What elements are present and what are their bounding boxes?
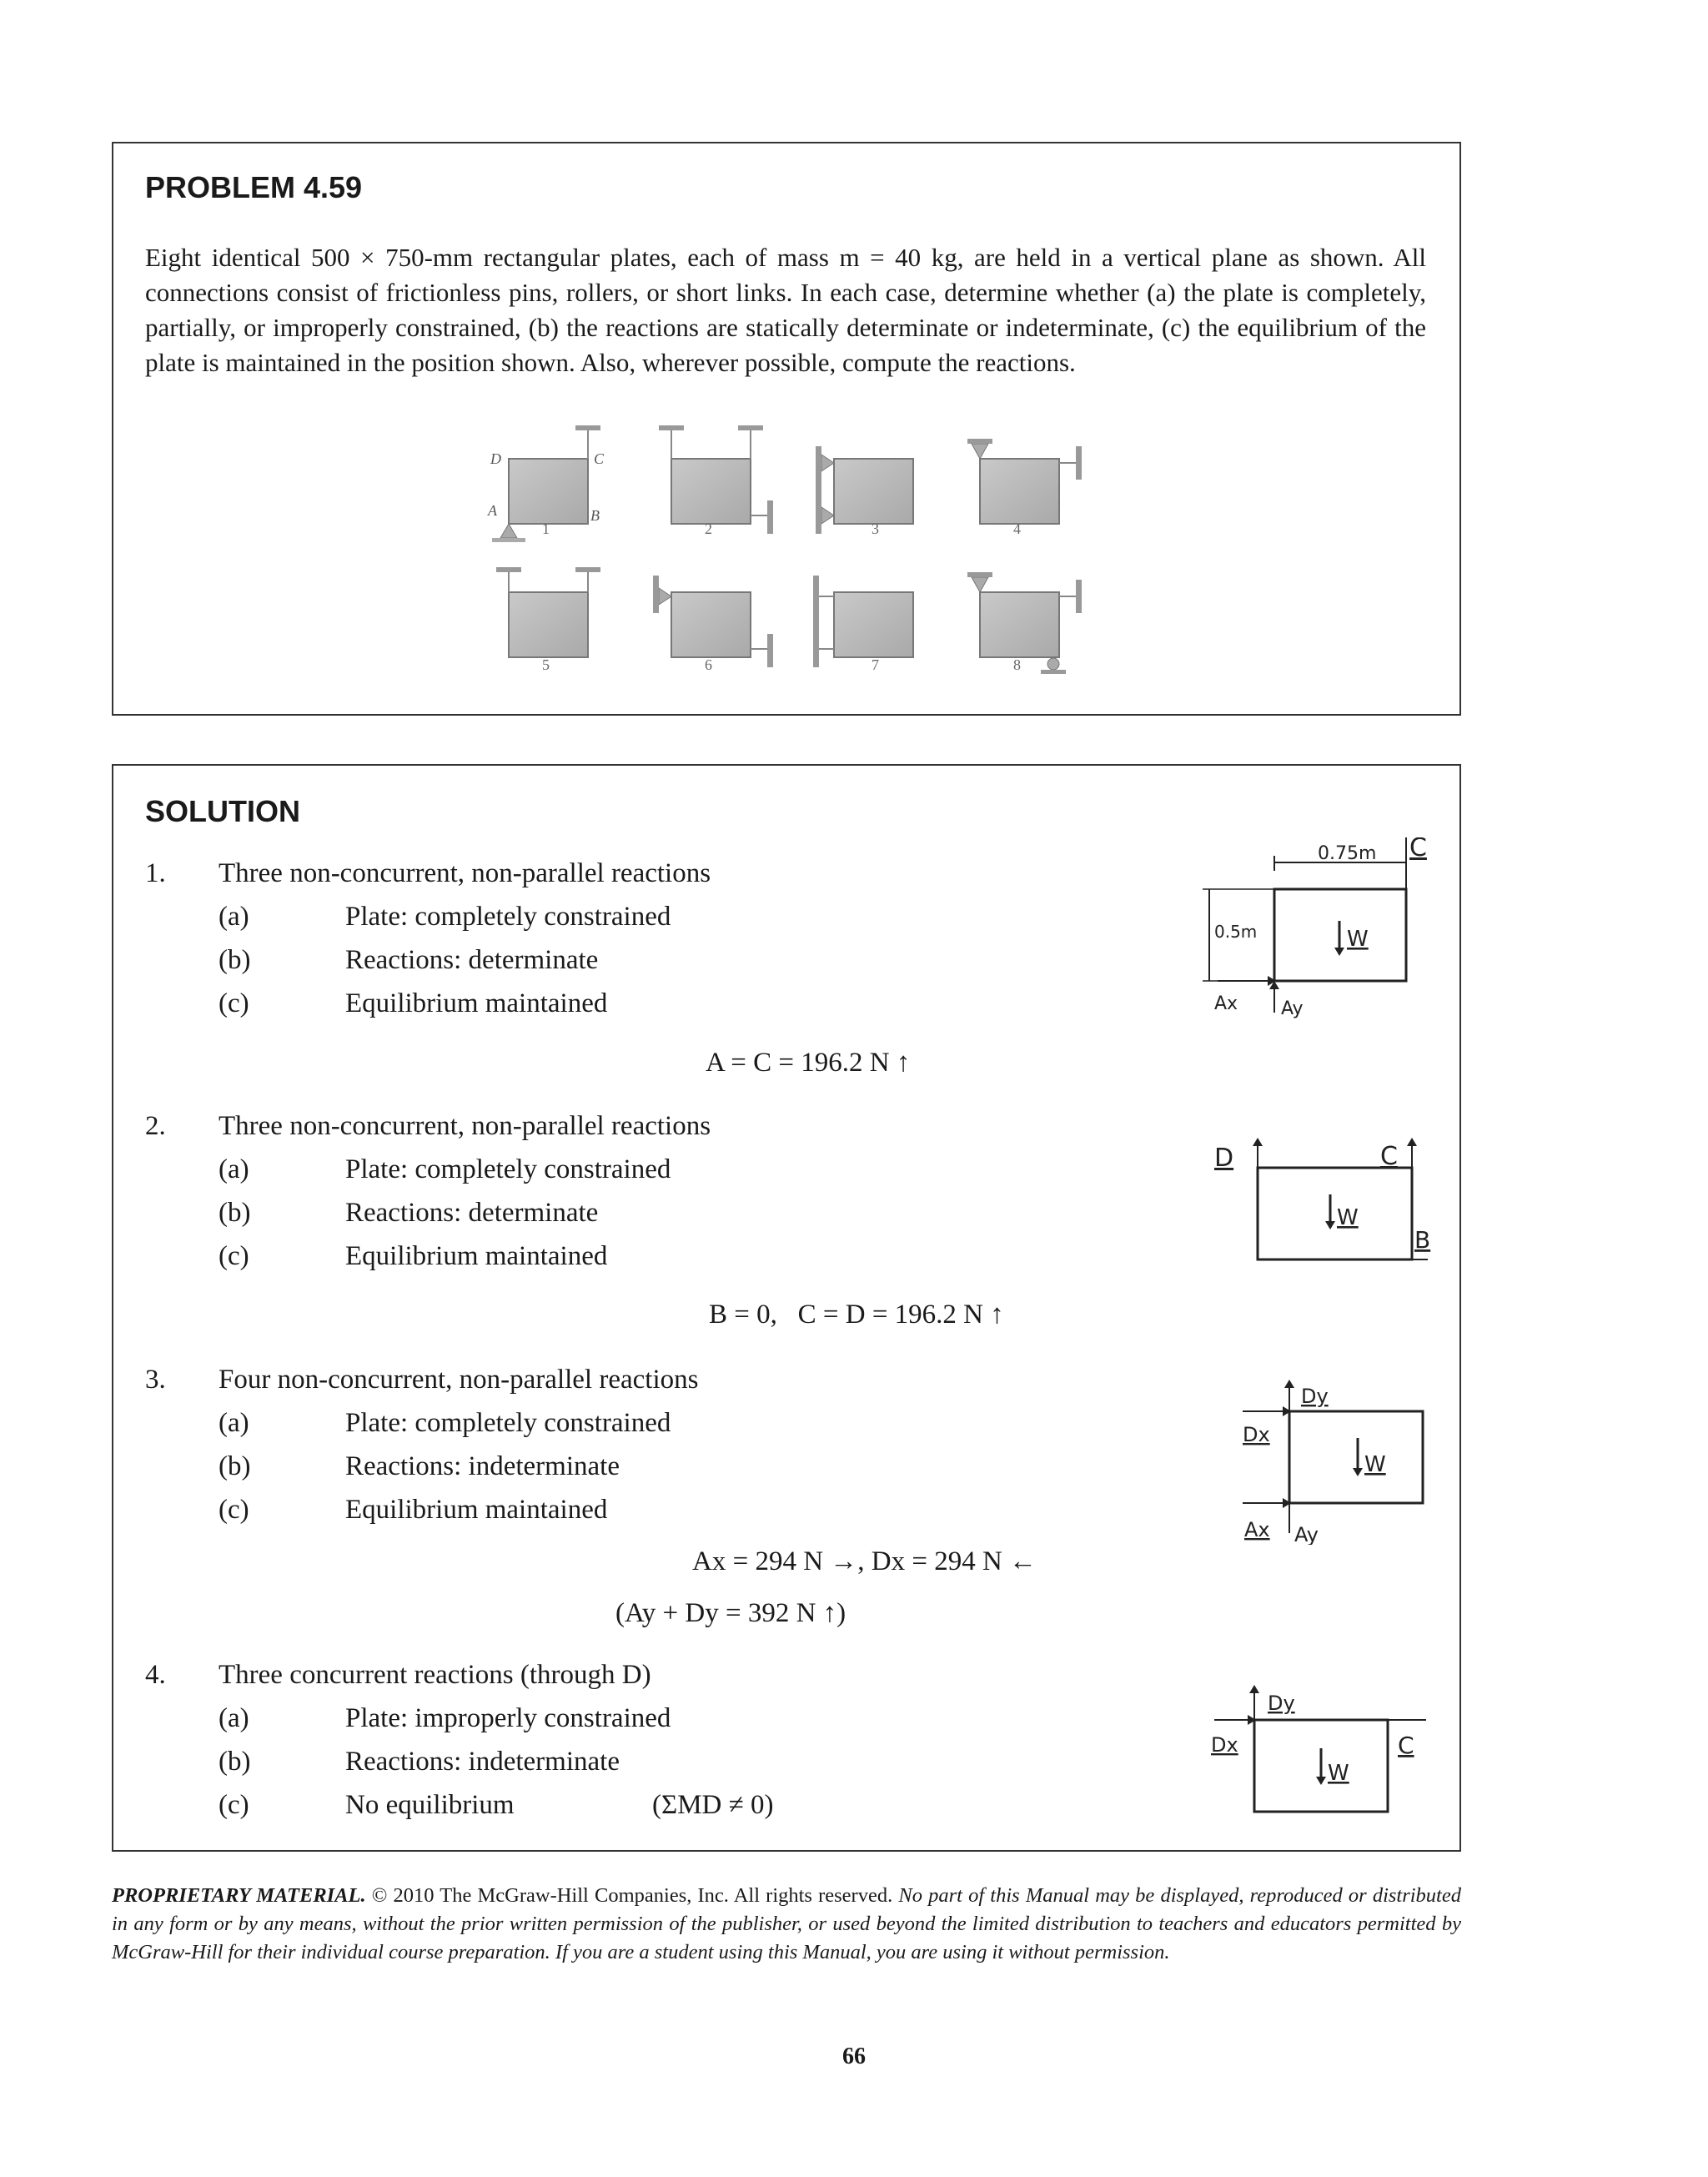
sketch-4-C: C (1398, 1732, 1414, 1759)
sketch-3 (1234, 1378, 1434, 1545)
sketch-1 (1201, 837, 1434, 1029)
item-text: Reactions: indeterminate (345, 1451, 620, 1481)
item-text: Equilibrium maintained (345, 988, 608, 1018)
item-letter: (c) (219, 988, 249, 1018)
item-text: No equilibrium (345, 1790, 515, 1820)
sketch-1-dim-top: 0.75m (1318, 843, 1377, 864)
item-letter: (c) (219, 1495, 249, 1525)
solution-heading: SOLUTION (145, 794, 300, 828)
fig-num-8: 8 (1013, 656, 1021, 673)
fig-num-2: 2 (705, 520, 712, 537)
case-title: Three non-concurrent, non-parallel reactions (219, 1111, 711, 1141)
fig-num-6: 6 (705, 656, 712, 673)
plate-2 (659, 425, 773, 537)
problem-text: Eight identical 500 × 750-mm rectangular plates, each of mass m = 40 kg, are held in a vertical plane as shown. All connections consist of frictionless pins, rollers, or short links. In each case, determine whether (a) the plate is completely, partially, or improperly constrained, (b) the reactions are statically determinate or indeterminate, (c) the equilibrium of the plate is maintained in the position shown. Also, wherever possible, compute the reactions. (145, 243, 1426, 377)
fig-label-C: C (594, 450, 605, 467)
sketch-2-C: C (1380, 1142, 1398, 1171)
item-text: Plate: completely constrained (345, 1408, 671, 1438)
plate-5 (496, 567, 600, 673)
item-letter: (b) (219, 1451, 251, 1481)
sketch-4-W: W (1328, 1761, 1349, 1786)
plate-7 (813, 576, 913, 673)
sketch-1-Ay: Ay (1281, 998, 1304, 1019)
sketch-4 (1209, 1680, 1434, 1822)
fig-num-4: 4 (1013, 520, 1021, 537)
case-title: Three concurrent reactions (through D) (219, 1660, 651, 1690)
sketch-4-Dx: Dx (1211, 1733, 1238, 1757)
plate-8 (967, 572, 1082, 674)
item-text: Reactions: determinate (345, 1198, 599, 1228)
sketch-3-Ay: Ay (1294, 1523, 1319, 1545)
item-text: Plate: improperly constrained (345, 1703, 671, 1733)
sketch-1-W: W (1347, 927, 1369, 952)
sketch-3-Dy: Dy (1301, 1385, 1329, 1408)
item-letter: (a) (219, 1154, 249, 1184)
result-equation: B = 0, C = D = 196.2 N ↑ (709, 1300, 1004, 1330)
plate-1 (487, 425, 605, 542)
fig-num-3: 3 (872, 520, 879, 537)
problem-statement (145, 240, 1426, 380)
item-letter: (b) (219, 1198, 251, 1228)
case-number: 1. (145, 858, 166, 888)
item-letter: (a) (219, 902, 249, 932)
sketch-2-B: B (1414, 1226, 1431, 1254)
fig-label-B: B (590, 507, 600, 524)
item-letter: (c) (219, 1241, 249, 1271)
fig-label-D: D (490, 450, 501, 467)
sketch-3-Dx: Dx (1243, 1423, 1270, 1446)
problem-heading: PROBLEM 4.59 (145, 170, 363, 204)
fig-label-A: A (488, 502, 497, 519)
sketch-2-D: D (1214, 1144, 1234, 1173)
item-letter: (b) (219, 945, 251, 975)
item-text: Reactions: determinate (345, 945, 599, 975)
moment-note: (ΣMD ≠ 0) (652, 1790, 774, 1820)
sketch-1-dim-left: 0.5m (1214, 922, 1258, 942)
item-text: Plate: completely constrained (345, 902, 671, 932)
case-number: 2. (145, 1111, 166, 1141)
plate-6 (653, 576, 773, 673)
result-equation: A = C = 196.2 N ↑ (706, 1048, 911, 1078)
case-title: Four non-concurrent, non-parallel reactions (219, 1365, 699, 1395)
sketch-2 (1209, 1136, 1434, 1269)
problem-figure (475, 425, 1093, 688)
plate-4 (967, 439, 1082, 537)
fig-num-5: 5 (542, 656, 550, 673)
sketch-3-Ax: Ax (1244, 1518, 1270, 1541)
item-text: Reactions: indeterminate (345, 1747, 620, 1777)
item-text: Plate: completely constrained (345, 1154, 671, 1184)
plate-3 (816, 446, 913, 537)
sketch-3-W: W (1364, 1452, 1386, 1477)
result-equation-sum: (Ay + Dy = 392 N ↑) (615, 1598, 846, 1628)
footer-copyright: © 2010 The McGraw-Hill Companies, Inc. All rights reserved. (365, 1884, 893, 1907)
sketch-1-Ax: Ax (1214, 993, 1238, 1014)
case-title: Three non-concurrent, non-parallel reactions (219, 858, 711, 888)
footer-bold: PROPRIETARY MATERIAL. (112, 1884, 366, 1907)
item-text: Equilibrium maintained (345, 1241, 608, 1271)
sketch-2-W: W (1337, 1205, 1359, 1230)
footer-disclaimer: No part of this Manual may be displayed, reproduced or distributed in any form or by any means, without the prior written permission of the publisher, or used beyond the limited distribution to teachers and educators permitted by McGraw-Hill for their individual course preparation. If you are a student using this Manual, you are using it without permission. (112, 1884, 1461, 1963)
fig-num-7: 7 (872, 656, 879, 673)
fig-num-1: 1 (542, 520, 550, 537)
item-letter: (a) (219, 1703, 249, 1733)
item-letter: (c) (219, 1790, 249, 1820)
case-number: 3. (145, 1365, 166, 1395)
copyright-footer (112, 1882, 1461, 1967)
result-equation: Ax = 294 N →, Dx = 294 N ← (692, 1546, 1037, 1576)
item-letter: (b) (219, 1747, 251, 1777)
sketch-1-C: C (1409, 837, 1427, 862)
case-number: 4. (145, 1660, 166, 1690)
sketch-4-Dy: Dy (1268, 1692, 1295, 1715)
item-letter: (a) (219, 1408, 249, 1438)
item-text: Equilibrium maintained (345, 1495, 608, 1525)
page-number: 66 (842, 2044, 866, 2069)
